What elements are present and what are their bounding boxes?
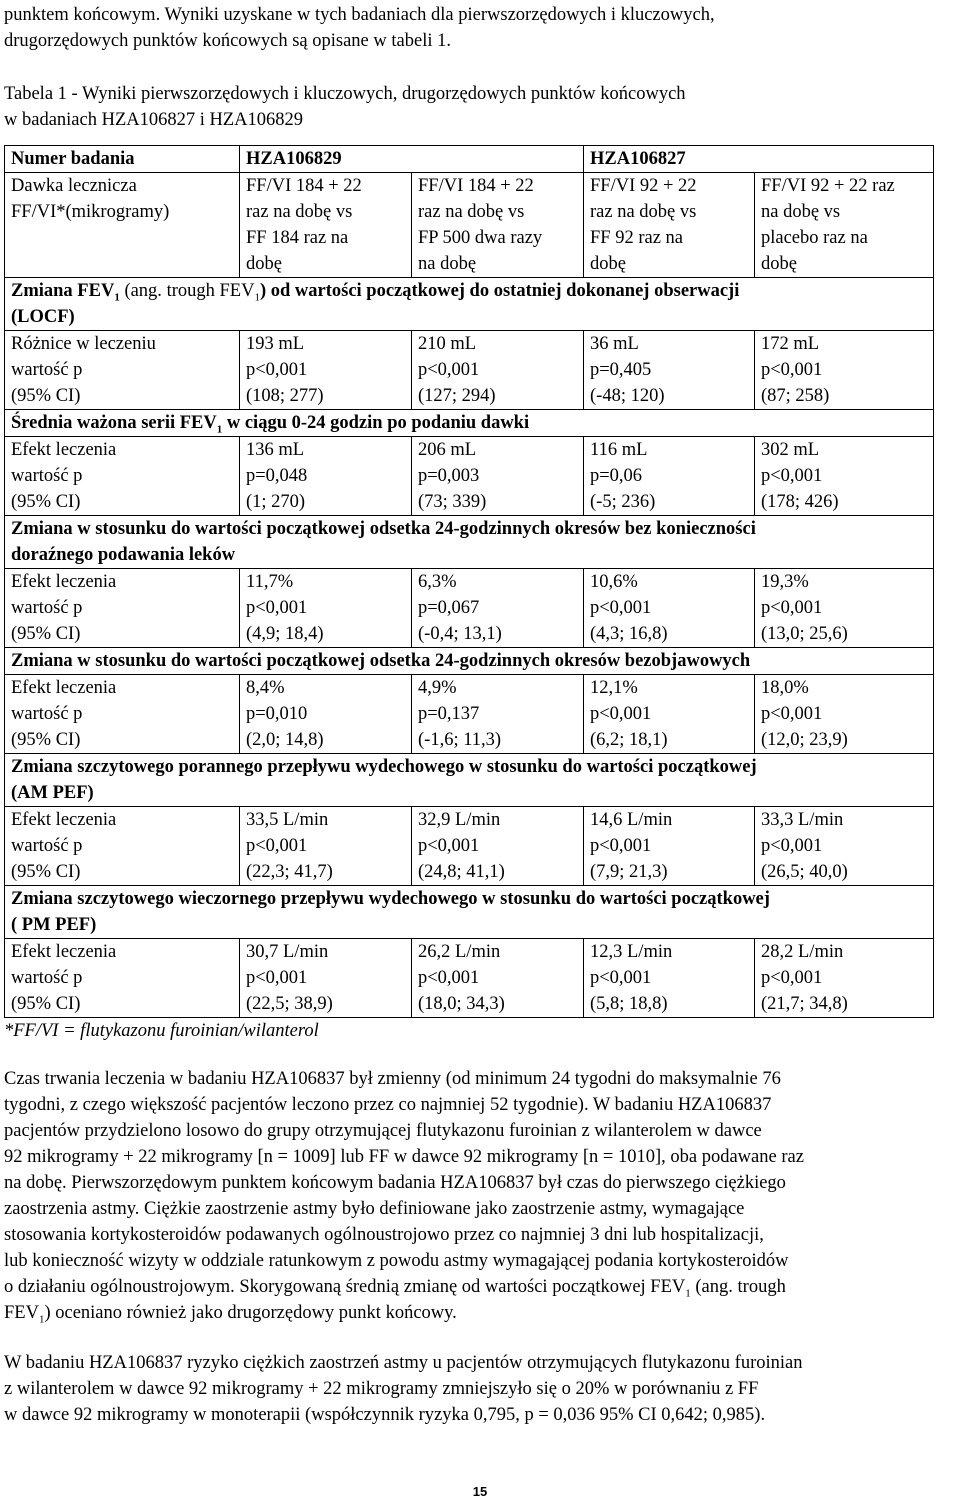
intro-line-1: punktem końcowym. Wyniki uzyskane w tych badaniach dla pierwszorzędowych i kluczowych, <box>4 5 715 25</box>
data-row <box>5 939 934 1018</box>
section-title-row <box>5 516 934 569</box>
data-row <box>5 437 934 516</box>
page-number: 15 <box>472 1484 488 1499</box>
table-caption <box>4 81 956 133</box>
value-cell: 302 mL p<0,001 (178; 426) <box>755 437 934 516</box>
section-title-row <box>5 648 934 675</box>
table-footnote: *FF/VI = flutykazonu furoinian/wilanterol <box>4 1021 319 1041</box>
value-cell: 11,7% p<0,001 (4,9; 18,4) <box>240 569 412 648</box>
value-cell: 6,3% p=0,067 (-0,4; 13,1) <box>412 569 584 648</box>
value-cell: 8,4% p=0,010 (2,0; 14,8) <box>240 675 412 754</box>
section-title-pm-pef: Zmiana szczytowego wieczornego przepływu wydechowego w stosunku do wartości początkowej ( PM PEF) <box>5 886 934 939</box>
section-title-row <box>5 754 934 807</box>
value-cell: 33,5 L/min p<0,001 (22,3; 41,7) <box>240 807 412 886</box>
value-cell: 33,3 L/min p<0,001 (26,5; 40,0) <box>755 807 934 886</box>
body-paragraph-1: Czas trwania leczenia w badaniu HZA106837 był zmienny (od minimum 24 tygodni do maksymalnie 76 tygodni, z czego większość pacjentów leczono przez co najmniej 52 tygodnie). W badaniu HZA106837 pacjentów przydzielono losowo do grupy otrzymującej flutykazonu furoinian z wilanterolem w dawce 92 mikrogramy + 22 mikrogramy [n = 1009] lub FF w dawce 92 mikrogramy [n = 1010], oba podawane raz na dobę. Pierwszorzędowym punktem końcowym badania HZA106837 był czas do pierwszego ciężkiego zaostrzenia astmy. Ciężkie zaostrzenie astmy było definiowane jako zaostrzenie astmy, wymagające stosowania kortykosteroidów podawanych ogólnoustrojowo przez co najmniej 3 dni lub hospitalizacji, lub konieczność wizyty w oddziale ratunkowym z powodu astmy wymagającej podania kortykosteroidów o działaniu ogólnoustrojowym. Skorygowaną średnią zmianę od wartości początkowej $FEV_1$ (ang. trough $FEV_1$) oceniano również jako drugorzędowy punkt końcowy. <box>4 1069 804 1326</box>
value-cell: 12,1% p<0,001 (6,2; 18,1) <box>584 675 755 754</box>
intro-line-2: drugorzędowych punktów końcowych są opisane w tabeli 1. <box>4 31 451 51</box>
value-cell: 4,9% p=0,137 (-1,6; 11,3) <box>412 675 584 754</box>
value-cell: 172 mL p<0,001 (87; 258) <box>755 331 934 410</box>
caption-line-1: Tabela 1 - Wyniki pierwszorzędowych i kluczowych, drugorzędowych punktów końcowych <box>4 84 686 104</box>
row-labels: Efekt leczenia wartość p (95% CI) <box>5 569 240 648</box>
section-title-symptom-free: Zmiana w stosunku do wartości początkowej odsetka 24-godzinnych okresów bezobjawowych <box>5 648 934 675</box>
dose-col-4: FF/VI 92 + 22 raz na dobę vs placebo raz na dobę <box>755 173 934 278</box>
dose-col-2: FF/VI 184 + 22 raz na dobę vs FP 500 dwa razy na dobę <box>412 173 584 278</box>
value-cell: 116 mL p=0,06 (-5; 236) <box>584 437 755 516</box>
results-table <box>4 145 934 1018</box>
value-cell: 19,3% p<0,001 (13,0; 25,6) <box>755 569 934 648</box>
value-cell: 210 mL p<0,001 (127; 294) <box>412 331 584 410</box>
section-title-fev1-weighted: Średnia ważona serii $FEV_1$ w ciągu 0-24 godzin po podaniu dawki <box>5 410 934 437</box>
value-cell: 18,0% p<0,001 (12,0; 23,9) <box>755 675 934 754</box>
value-cell: 36 mL p=0,405 (-48; 120) <box>584 331 755 410</box>
dose-row <box>5 173 934 278</box>
study-a-header: HZA106829 <box>240 146 584 173</box>
row-labels: Efekt leczenia wartość p (95% CI) <box>5 675 240 754</box>
row-labels: Efekt leczenia wartość p (95% CI) <box>5 807 240 886</box>
body-paragraph-2: W badaniu HZA106837 ryzyko ciężkich zaostrzeń astmy u pacjentów otrzymujących flutykazonu furoinian z wilanterolem w dawce 92 mikrogramy + 22 mikrogramy zmniejszyło się o 20% w porównaniu z FF w dawce 92 mikrogramy w monoterapii (współczynnik ryzyka 0,795, p = 0,036 95% CI 0,642; 0,985). <box>4 1353 803 1425</box>
data-row <box>5 569 934 648</box>
caption-line-2: w badaniach HZA106827 i HZA106829 <box>4 110 304 130</box>
document-page <box>4 0 956 1428</box>
value-cell: 206 mL p=0,003 (73; 339) <box>412 437 584 516</box>
value-cell: 14,6 L/min p<0,001 (7,9; 21,3) <box>584 807 755 886</box>
value-cell: 10,6% p<0,001 (4,3; 16,8) <box>584 569 755 648</box>
row-labels: Efekt leczenia wartość p (95% CI) <box>5 437 240 516</box>
section-title-rescue-free: Zmiana w stosunku do wartości początkowej odsetka 24-godzinnych okresów bez konieczności doraźnego podawania leków <box>5 516 934 569</box>
dose-label: Dawka lecznicza FF/VI*(mikrogramy) <box>5 173 240 278</box>
intro-paragraph <box>4 2 956 54</box>
study-b-header: HZA106827 <box>584 146 934 173</box>
value-cell: 193 mL p<0,001 (108; 277) <box>240 331 412 410</box>
value-cell: 12,3 L/min p<0,001 (5,8; 18,8) <box>584 939 755 1018</box>
value-cell: 136 mL p=0,048 (1; 270) <box>240 437 412 516</box>
study-header-row <box>5 146 934 173</box>
section-title-row <box>5 278 934 331</box>
row-labels: Różnice w leczeniu wartość p (95% CI) <box>5 331 240 410</box>
data-row <box>5 675 934 754</box>
row-labels: Efekt leczenia wartość p (95% CI) <box>5 939 240 1018</box>
section-title-row <box>5 410 934 437</box>
section-title-row <box>5 886 934 939</box>
study-label: Numer badania <box>5 146 240 173</box>
dose-col-3: FF/VI 92 + 22 raz na dobę vs FF 92 raz na dobę <box>584 173 755 278</box>
value-cell: 28,2 L/min p<0,001 (21,7; 34,8) <box>755 939 934 1018</box>
data-row <box>5 807 934 886</box>
dose-col-1: FF/VI 184 + 22 raz na dobę vs FF 184 raz na dobę <box>240 173 412 278</box>
value-cell: 26,2 L/min p<0,001 (18,0; 34,3) <box>412 939 584 1018</box>
section-title-fev1-locf: Zmiana $FEV_1$ (ang. trough $FEV_1$) od wartości początkowej do ostatniej dokonanej obserwacji (LOCF) <box>5 278 934 331</box>
value-cell: 32,9 L/min p<0,001 (24,8; 41,1) <box>412 807 584 886</box>
data-row <box>5 331 934 410</box>
section-title-am-pef: Zmiana szczytowego porannego przepływu wydechowego w stosunku do wartości początkowej (AM PEF) <box>5 754 934 807</box>
value-cell: 30,7 L/min p<0,001 (22,5; 38,9) <box>240 939 412 1018</box>
